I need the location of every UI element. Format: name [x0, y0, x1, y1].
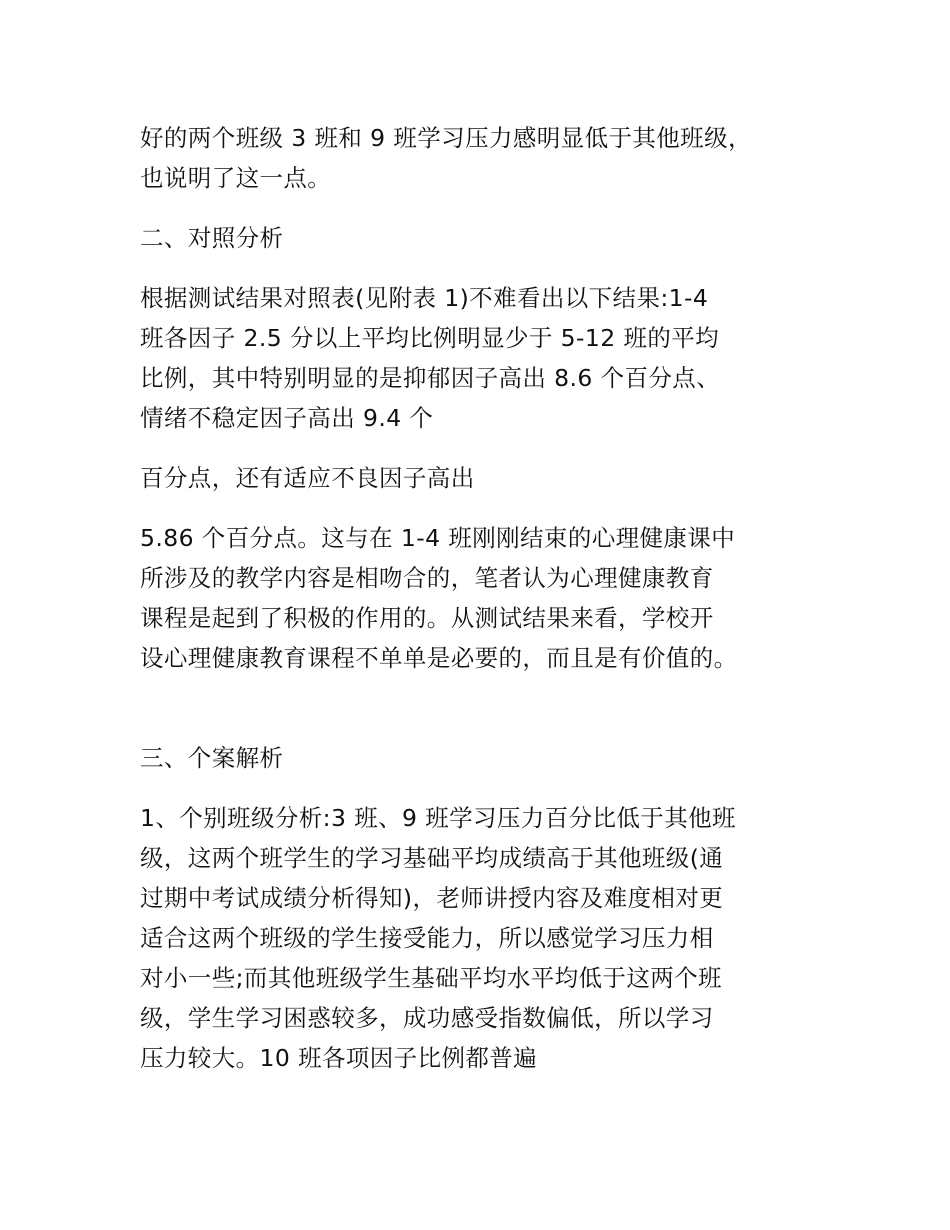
text-line: 1、个别班级分析:3 班、9 班学习压力百分比低于其他班: [140, 804, 736, 832]
text-line: 也说明了这一点。: [140, 164, 332, 192]
text-line: 5.86 个百分点。这与在 1-4 班刚刚结束的心理健康课中: [140, 524, 736, 552]
text-line: 班各因子 2.5 分以上平均比例明显少于 5-12 班的平均: [140, 324, 720, 352]
section-heading: 二、对照分析: [140, 224, 284, 252]
text-line: 级，学生学习困惑较多，成功感受指数偏低，所以学习: [140, 1004, 714, 1032]
text-line: 比例，其中特别明显的是抑郁因子高出 8.6 个百分点、: [140, 364, 721, 392]
text-line: 情绪不稳定因子高出 9.4 个: [140, 404, 434, 432]
text-line: 设心理健康教育课程不单单是必要的，而且是有价值的。: [140, 644, 738, 672]
text-line: 课程是起到了积极的作用的。从测试结果来看，学校开: [140, 604, 714, 632]
text-line: 对小一些;而其他班级学生基础平均水平均低于这两个班: [140, 964, 722, 992]
text-line: 适合这两个班级的学生接受能力，所以感觉学习压力相: [140, 924, 714, 952]
section-heading: 三、个案解析: [140, 744, 284, 772]
text-line: 压力较大。10 班各项因子比例都普遍: [140, 1044, 538, 1072]
text-line: 过期中考试成绩分析得知)，老师讲授内容及难度相对更: [140, 884, 724, 912]
text-line: 级，这两个班学生的学习基础平均成绩高于其他班级(通: [140, 844, 724, 872]
text-line: 所涉及的教学内容是相吻合的，笔者认为心理健康教育: [140, 564, 714, 592]
text-line: 好的两个班级 3 班和 9 班学习压力感明显低于其他班级，: [140, 124, 752, 152]
text-line: 百分点，还有适应不良因子高出: [140, 464, 475, 492]
text-line: 根据测试结果对照表(见附表 1)不难看出以下结果:1-4: [140, 284, 709, 312]
